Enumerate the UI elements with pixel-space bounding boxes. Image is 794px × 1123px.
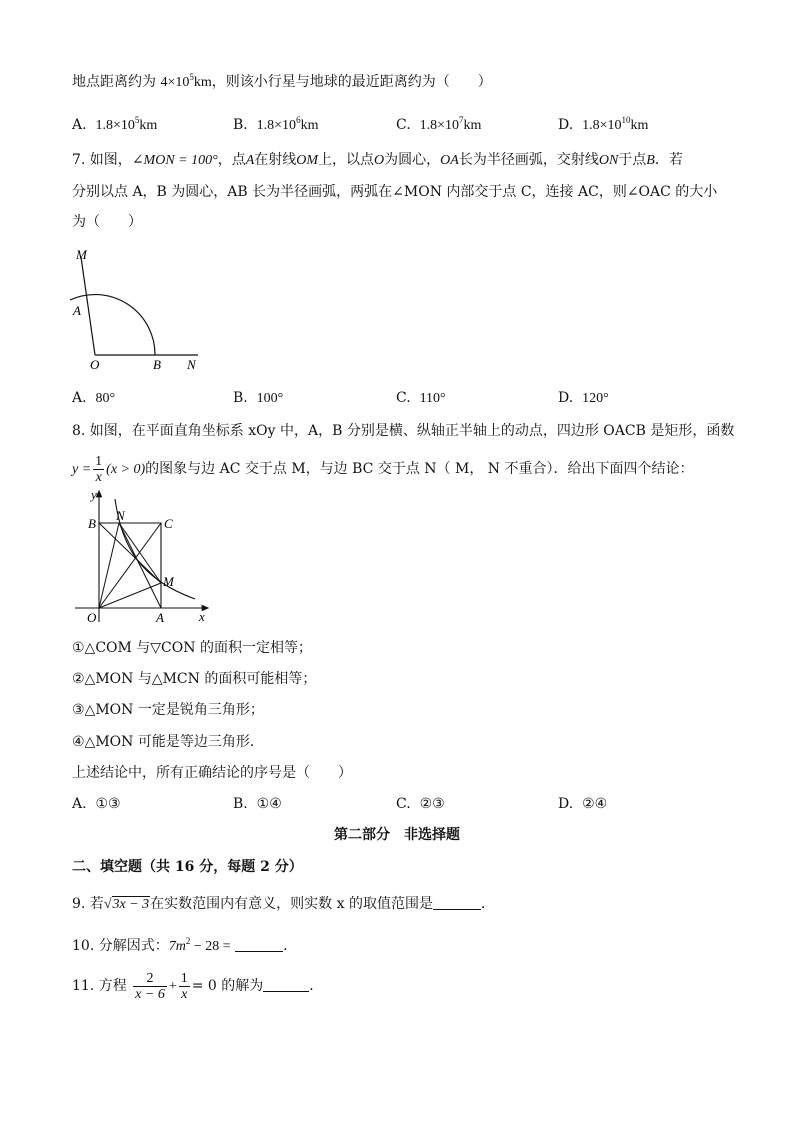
q9-answer-blank[interactable] (433, 895, 481, 910)
q8-option-text: ②④ (582, 797, 608, 812)
q7-sOA: OA (440, 153, 459, 168)
q6-text-post: ，则该小行星与地球的最近距离约为（ ） (211, 74, 492, 90)
q8-stem-line1: 8. 如图，在平面直角坐标系 xOy 中，A，B 分别是横、纵轴正半轴上的动点，四边形 OACB 是矩形，函数 (72, 423, 735, 439)
q8-option-letter: B. (233, 796, 248, 812)
q6-option-letter: B. (233, 117, 248, 133)
q6-option-letter: A. (72, 117, 87, 133)
q8-option-text: ①④ (256, 797, 282, 812)
q7-ray-OM (81, 257, 95, 355)
q11-f2-num: 1 (180, 970, 188, 986)
q6-option-coef: 1.8×10 (256, 118, 297, 133)
q7-label-O: O (90, 357, 100, 372)
q7-text-e: 为圆心， (384, 152, 441, 168)
q6-text: 地点距离约为 (72, 74, 156, 90)
q9-radicand: 3x − 3 (112, 897, 150, 912)
q6-option-unit: km (630, 118, 649, 133)
q11-pre: 11. 方程 (72, 978, 127, 994)
q8-conclusion-2: ②△MON 与△MCN 的面积可能相等； (72, 671, 317, 687)
q8-conclusion-4: ④△MON 可能是等边三角形． (72, 734, 264, 750)
q11-plus: + (168, 979, 177, 994)
q7-text-a: 7. 如图， (72, 152, 132, 168)
q11-eq: = 0 的解为 (191, 978, 264, 994)
q8-option-a[interactable] (72, 794, 121, 815)
q11-answer-blank[interactable] (263, 977, 309, 992)
q7-option-letter: C. (396, 390, 411, 406)
q9-sqrt: √3x − 3 (103, 897, 150, 912)
q6-dist-coef: 4×10 (160, 75, 190, 90)
q7-pO: O (374, 153, 385, 168)
q7-rON: ON (598, 153, 619, 168)
q7-text-f: 长为半径画弧，交射线 (458, 152, 599, 168)
q7-option-b[interactable] (233, 388, 283, 409)
q11-stem (72, 968, 323, 1005)
q7-option-a[interactable] (72, 388, 115, 409)
q11-end: ． (309, 978, 324, 994)
q7-option-text: 80° (95, 391, 116, 406)
q8-label-M: M (163, 574, 174, 589)
q6-option-letter: D. (558, 117, 574, 133)
q7-stem-line2: 分别以点 A，B 为圆心，AB 长为半径画弧，两弧在∠MON 内部交于点 C，连接 AC，则∠OAC 的大小 (72, 184, 718, 200)
q6-option-letter: C. (396, 117, 411, 133)
q10-stem (72, 936, 297, 957)
q8-option-text: ①③ (95, 797, 121, 812)
q6-option-coef: 1.8×10 (582, 118, 622, 133)
q7-label-M: M (76, 247, 87, 262)
q6-dist-unit: km (193, 75, 212, 90)
q7-option-c[interactable] (396, 388, 446, 409)
q6-option-exp: 10 (621, 115, 631, 125)
q6-stem (72, 72, 492, 93)
q8-func-num: 1 (95, 453, 103, 469)
q9-stem (72, 894, 495, 915)
q6-option-coef: 1.8×10 (419, 118, 459, 133)
q7-option-letter: D. (558, 390, 574, 406)
q8-option-b[interactable] (233, 794, 282, 815)
q6-option-coef: 1.8×10 (95, 118, 135, 133)
q7-pA: A (245, 153, 255, 168)
q7-angle: ∠MON = 100° (131, 153, 218, 168)
q8-func-y: y = (72, 462, 92, 477)
part2-title: 第二部分 非选择题 (334, 827, 460, 843)
q7-stem-line3: 为（ ） (72, 214, 142, 230)
q7-option-letter: B. (233, 390, 248, 406)
q6-option-unit: km (463, 118, 482, 133)
q11-f1-den: x − 6 (135, 986, 165, 1002)
q10-answer-blank[interactable] (235, 937, 283, 952)
q10-expr2: − 28 = (190, 939, 231, 954)
q11-f1-num: 2 (133, 971, 167, 987)
q6-option-d[interactable] (558, 115, 648, 136)
q9-pre: 9. 若 (72, 896, 104, 912)
q8-func-frac (93, 454, 104, 485)
q7-option-text: 110° (419, 391, 446, 406)
q7-text-g: 于点 (618, 152, 647, 168)
q7-option-letter: A. (72, 390, 87, 406)
q8-seg-ON (99, 523, 119, 608)
q10-end: ． (283, 938, 298, 954)
q6-dist-exp: 5 (189, 72, 194, 82)
q10-expr: 7m (168, 939, 186, 954)
q8-conclusion-3: ③△MON 一定是锐角三角形； (72, 702, 264, 718)
q8-hyperbola (115, 499, 195, 599)
q8-label-O: O (87, 610, 97, 625)
q7-figure (60, 242, 210, 377)
section-fill-in: 二、填空题（共 16 分，每题 2 分） (72, 859, 303, 875)
q8-conclusion-1: ①△COM 与▽CON 的面积一定相等； (72, 640, 312, 656)
q7-pB: B (646, 153, 655, 168)
q6-distance (160, 72, 212, 90)
q8-label-x: x (199, 609, 205, 624)
q8-label-A: A (156, 610, 164, 625)
q8-option-d[interactable] (558, 794, 607, 815)
q11-frac2 (179, 971, 190, 1002)
q6-option-unit: km (139, 118, 158, 133)
q10-pre: 10. 分解因式： (72, 938, 169, 954)
q8-option-letter: A. (72, 796, 87, 812)
q7-label-N: N (187, 357, 196, 372)
q7-label-B: B (153, 357, 161, 372)
q11-frac1 (133, 971, 167, 1002)
q7-option-text: 120° (582, 391, 609, 406)
q8-label-y: y (91, 487, 97, 502)
q6-option-unit: km (300, 118, 319, 133)
q7-rOM: OM (296, 153, 319, 168)
q8-figure (70, 487, 220, 627)
q7-stem-line1 (72, 150, 683, 171)
q8-func-den: x (95, 469, 102, 485)
q7-text-c: 在射线 (254, 152, 297, 168)
q6-option-b[interactable] (233, 115, 318, 136)
q9-post: 在实数范围内有意义，则实数 x 的取值范围是 (150, 896, 433, 912)
q8-option-c[interactable] (396, 794, 445, 815)
q7-text-d: 上，以点 (318, 152, 375, 168)
q7-arc (70, 295, 155, 355)
q8-option-letter: C. (396, 796, 411, 812)
q8-option-letter: D. (558, 796, 574, 812)
q8-seg-NA (119, 523, 161, 608)
q6-option-exp: 6 (296, 115, 301, 125)
q8-option-text: ②③ (419, 797, 445, 812)
q7-option-text: 100° (256, 391, 284, 406)
q8-text: 的图象与边 AC 交于点 M，与边 BC 交于点 N（ M， N 不重合）．给出下面四个结论： (145, 461, 694, 477)
q7-text-h: ．若 (654, 152, 683, 168)
q8-label-C: C (164, 516, 173, 531)
q7-text-b: ，点 (217, 152, 246, 168)
q8-stem-line2 (72, 452, 693, 487)
q8-seg-BM (99, 523, 161, 583)
q9-end: ． (480, 896, 495, 912)
q8-label-N: N (116, 508, 125, 523)
q7-label-A: A (73, 303, 81, 318)
q6-option-exp: 5 (134, 115, 140, 125)
q7-option-d[interactable] (558, 388, 609, 409)
q10-exp: 2 (185, 936, 191, 946)
q8-label-B: B (88, 516, 96, 531)
q6-option-a[interactable] (72, 115, 157, 136)
q8-func-domain: (x > 0) (106, 462, 146, 477)
q8-question: 上述结论中，所有正确结论的序号是（ ） (72, 765, 352, 781)
q6-option-c[interactable] (396, 115, 481, 136)
q6-option-exp: 7 (458, 115, 464, 125)
q11-f2-den: x (181, 986, 188, 1002)
